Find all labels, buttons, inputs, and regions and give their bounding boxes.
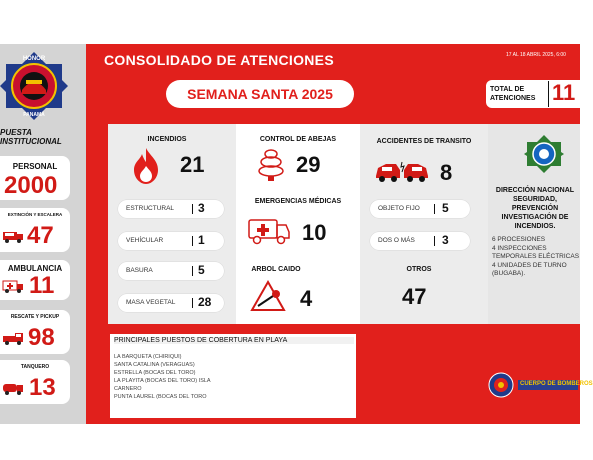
direccion-title: DIRECCIÓN NACIONAL SEGURIDAD, PREVENCIÓN INVESTIGACIÓN DE INCENDIOS. (495, 187, 575, 230)
card-rescate-value: 98 (28, 324, 55, 351)
event-subtitle: SEMANA SANTA 2025 (166, 80, 354, 108)
fire-icon (132, 148, 160, 184)
incendios-item (118, 294, 224, 312)
beach-item: SANTA CATALINA (VERAGUAS) (114, 362, 195, 368)
beach-item: LA PLAYITA (BOCAS DEL TORO) ISLA (114, 378, 211, 384)
medicas-value: 10 (302, 220, 327, 245)
total-divider (548, 81, 549, 107)
incendios-item-value: 1 (198, 233, 205, 247)
transito-panel (360, 124, 488, 324)
pill-divider (192, 298, 193, 308)
incendios-item-label: MASA VEGETAL (126, 299, 176, 306)
footer-logo-text: CUERPO DE BOMBEROS (520, 381, 593, 387)
transito-item-value: 5 (442, 201, 449, 215)
card-personal (0, 156, 70, 200)
card-ambulancia (0, 260, 70, 300)
ambulance-icon (3, 278, 23, 294)
card-personal-value: 2000 (4, 172, 58, 199)
transito-item-label: OBJETO FIJO (378, 205, 420, 212)
bomberos-seal-icon (488, 372, 514, 398)
tanker-truck-icon (3, 380, 23, 396)
middle-panel (236, 124, 360, 324)
incendios-panel (108, 124, 236, 324)
card-rescate-label: RESCATE Y PICKUP (10, 314, 60, 320)
transito-value: 8 (440, 160, 453, 185)
card-extincion-value: 47 (27, 222, 54, 249)
beehive-icon (258, 148, 284, 182)
pill-divider (192, 204, 193, 214)
fallen-tree-icon (250, 280, 286, 312)
otros-value: 47 (402, 284, 427, 309)
direccion-item: 4 INSPECCIONES TEMPORALES ELÉCTRICAS (492, 244, 580, 260)
beach-item: ESTRELLA (BOCAS DEL TORO) (114, 370, 196, 376)
incendios-item-value: 3 (198, 201, 205, 215)
abejas-label: CONTROL DE ABEJAS (259, 136, 337, 143)
medicas-label: EMERGENCIAS MÉDICAS (254, 198, 342, 205)
beach-coverage-header: PRINCIPALES PUESTOS DE COBERTURA EN PLAYA (114, 337, 354, 344)
otros-label: OTROS (406, 266, 432, 273)
card-ambulancia-label: AMBULANCIA (7, 264, 63, 273)
sidebar-title: PUESTA INSTITUCIONAL (0, 128, 62, 146)
incendios-item-value: 5 (198, 263, 205, 277)
bomberos-logo (0, 50, 68, 122)
card-ambulancia-value: 11 (29, 272, 55, 299)
svg-text:PANAMÁ: PANAMÁ (23, 112, 45, 118)
card-extincion (0, 208, 70, 252)
pill-divider (192, 236, 193, 246)
transito-label: ACCIDENTES DE TRANSITO (376, 138, 472, 145)
direccion-panel (488, 124, 580, 324)
incendios-item (118, 262, 224, 280)
beach-item: LA BARQUETA (CHIRIQUI) (114, 354, 182, 360)
total-value: 11 (552, 80, 576, 105)
card-tanquero-value: 13 (29, 374, 56, 401)
beach-item: PUNTA LAUREL (BOCAS DEL TORO (114, 394, 207, 400)
transito-item-label: DOS O MÁS (378, 237, 415, 244)
incendios-item (118, 232, 224, 250)
pill-divider (192, 266, 193, 276)
transito-item-value: 3 (442, 233, 449, 247)
direccion-item: 4 UNIDADES DE TURNO (BUGABA). (492, 261, 567, 277)
incendios-value: 21 (180, 152, 205, 177)
incendios-item-label: ESTRUCTURAL (126, 205, 175, 212)
arbol-value: 4 (300, 286, 313, 311)
abejas-value: 29 (296, 152, 321, 177)
transito-item (370, 200, 470, 218)
transito-item (370, 232, 470, 250)
total-label: TOTAL DE ATENCIONES (490, 86, 536, 102)
pickup-truck-icon (3, 330, 23, 346)
ambulance-icon (248, 216, 290, 246)
fire-truck-icon (3, 228, 23, 244)
incendios-item (118, 200, 224, 218)
pill-divider (434, 204, 435, 214)
incendios-label: INCENDIOS (147, 136, 187, 143)
card-tanquero (0, 360, 70, 404)
dinasepi-logo (524, 134, 564, 174)
direccion-list (492, 236, 580, 279)
car-crash-icon (374, 158, 430, 184)
incendios-item-label: BASURA (126, 267, 153, 274)
page-title: CONSOLIDADO DE ATENCIONES (104, 52, 334, 68)
card-extincion-label: EXTINCIÓN Y ESCALERA (7, 212, 63, 217)
direccion-item: 6 PROCESIONES (492, 236, 546, 243)
incendios-item-label: VEHÍCULAR (126, 237, 164, 244)
beach-item: CARNERO (114, 386, 142, 392)
incendios-item-value: 28 (198, 295, 212, 309)
arbol-label: ARBOL CAIDO (251, 266, 301, 273)
total-box (486, 80, 580, 108)
beach-coverage-box (110, 334, 356, 418)
card-tanquero-label: TANQUERO (20, 364, 50, 370)
pill-divider (434, 236, 435, 246)
svg-text:HONOR: HONOR (22, 56, 46, 62)
date-range: 17 AL 18 ABRIL 2025, 6:00 (506, 52, 566, 58)
card-rescate (0, 310, 70, 354)
footer-logo (488, 372, 593, 403)
card-personal-label: PERSONAL (12, 162, 58, 171)
